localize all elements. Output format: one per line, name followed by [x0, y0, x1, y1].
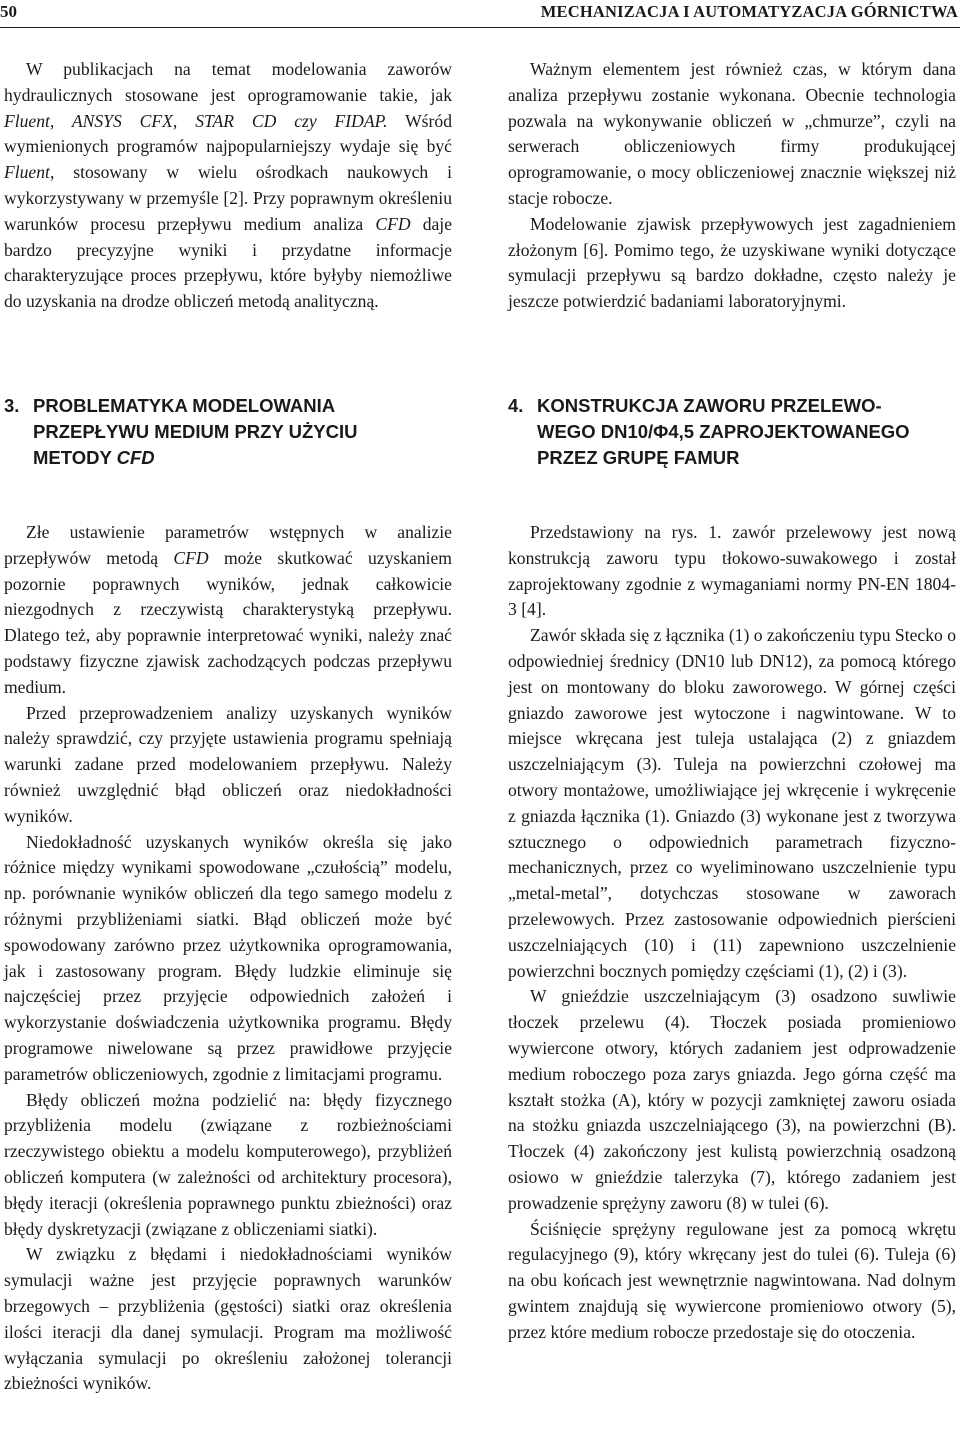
paragraph: W gnieździe uszczelniającym (3) osadzono suwliwie tłoczek przelewu (4). Tłoczek posiada promieniowo wywiercone otwory, których zadaniem jest odprowadzenie medium roboczego poza zarys gniazda. Jego górna część ma kształt stożka (A), który w pozycji zamkniętej zaworu osiada na stożku gniazda uszczelniającego (3), na powierzchni (B). Tłoczek (4) zakończony jest kulistą powierzchnią osadzoną osiowo w gnieździe talerzyka (7), którego zadaniem jest prowadzenie sprężyny zaworu (8) w tulei (6). [508, 986, 956, 1213]
journal-title: MECHANIZACJA I AUTOMATYZACJA GÓRNICTWA [540, 2, 958, 21]
paragraph: Modelowanie zjawisk przepływowych jest zagadnieniem złożonym [6]. Pomimo tego, że uzyskiwane wyniki dotyczące symulacji przepływu są bardzo dokładne, często należy je jeszcze potwierdzić badaniami laboratoryjnymi. [508, 213, 956, 312]
section-number: 4. [508, 395, 524, 416]
paragraph: W publikacjach na temat modelowania zaworów hydraulicznych stosowane jest oprogramowanie takie, jak Fluent, ANSYS CFX, STAR CD czy FIDAP. Wśród wymienionych programów najpopularniejszy wydaje się być Fluent, stosowany w wielu ośrodkach naukowych i wykorzystywany w przemyśle [2]. Przy poprawnym określeniu warunków procesu przepływu medium analiza CFD daje bardzo precyzyjne wyniki i przydatne informacje charakteryzujące proces przepływu, które byłyby niemożliwe do uzyskania na drodze obliczeń metodą analityczną. [4, 59, 452, 312]
paragraph: Przed przeprowadzeniem analizy uzyskanych wyników należy sprawdzić, czy przyjęte ustawienia programu spełniają warunki zadane przed modelowaniem przepływu. Należy również uwzględnić błąd obliczeń oraz niedokładności wyników. [4, 702, 452, 826]
paragraph: Zawór składa się z łącznika (1) o zakończeniu typu Stecko o odpowiedniej średnicy (DN10 lub DN12), za pomocą którego jest on montowany do bloku zaworowego. W górnej części gniazdo zaworowe jest wytoczone i nagwintowane. W to miejsce wkręcana jest tuleja ustalająca (2) z gniazdem uszczelniającym (3). Tuleja na powierzchni czołowej ma otwory montażowe, umożliwiające jej wkręcenie i wykręcenie z gniazda łącznika (1). Gniazdo (3) wykonane jest z tworzywa sztucznego o odpowiednich parametrach fizyczno-mechanicznych, przez co wyeliminowano uszczelnienie typu „metal-metal”, dotychczas stosowane w zaworach przelewowych. Przez zastosowanie odpowiednich pierścieni uszczelniających (10) i (11) zapewniono uszczelnienie powierzchni bocznych pomiędzy częściami (1), (2) i (3). [508, 625, 956, 981]
section-title-line: KONSTRUKCJA ZAWORU PRZELEWO- [537, 395, 882, 416]
top-left-column [4, 57, 452, 315]
page-header [0, 0, 960, 28]
paragraph: Ściśnięcie sprężyny regulowane jest za pomocą wkrętu regulacyjnego (9), który wkręcany jest do tulei (6). Tuleja (6) na obu końcach jest wewnętrznie nagwintowana. Nad dolnym gwintem znajdują się wywiercone promieniowo otwory (5), przez które medium robocze przedostaje się do otoczenia. [508, 1218, 956, 1342]
paragraph: Złe ustawienie parametrów wstępnych w analizie przepływów metodą CFD może skutkować uzyskaniem pozornie poprawnych wyników, jednak całkowicie niezgodnych z rzeczywistą charakterystyką przepływu. Dlatego też, aby poprawnie interpretować wyniki, należy znać podstawy fizyczne zjawisk zachodzących podczas przepływu medium. [4, 522, 452, 697]
paragraph: Przedstawiony na rys. 1. zawór przelewowy jest nową konstrukcją zaworu typu tłokowo-suwakowego i został zaprojektowany zgodnie z wymaganiami normy PN-EN 1804-3 [4]. [508, 522, 956, 620]
paragraph: Ważnym elementem jest również czas, w którym dana analiza przepływu zostanie wykonana. Obecnie technologia pozwala na wykonywanie obliczeń w „chmurze”, czyli na serwerach obliczeniowych firmy produkującej oprogramowanie, o mocy obliczeniowej znacznie większej niż stacje robocze. [508, 59, 956, 208]
section-title-line: PROBLEMATYKA MODELOWANIA [33, 395, 336, 416]
section-3-heading [4, 393, 452, 471]
bottom-right-column [508, 520, 956, 1346]
paragraph: Błędy obliczeń można podzielić na: błędy fizycznego przybliżenia modelu (związane z rozbieżnościami rzeczywistego obiektu a modelu komputerowego), przybliżeń obliczeń komputera (w zależności od architektury procesora), błędy iteracji (określenia poprawnego punktu zbieżności) oraz błędy dyskretyzacji (związane z obliczeniami siatki). [4, 1089, 452, 1239]
section-title-line: METODY CFD [33, 447, 155, 468]
section-title-line: WEGO DN10/Φ4,5 ZAPROJEKTOWANEGO [537, 421, 910, 442]
section-title-line: PRZEZ GRUPĘ FAMUR [537, 447, 740, 468]
page-number: 50 [0, 2, 17, 21]
bottom-left-column [4, 520, 452, 1397]
section-title-line: PRZEPŁYWU MEDIUM PRZY UŻYCIU [33, 421, 358, 442]
paragraph: W związku z błędami i niedokładnościami wyników symulacji ważne jest przyjęcie poprawnych warunków brzegowych – przybliżenia (gęstości) siatki oraz określenia ilości iteracji dla danej symulacji. Program ma możliwość wyłączania symulacji po określeniu założonej tolerancji zbieżności wyników. [4, 1244, 452, 1394]
paragraph: Niedokładność uzyskanych wyników określa się jako różnice między wynikami spowodowane „czułością” modelu, np. porównanie wyników obliczeń dla tego samego modelu z różnymi przybliżeniami siatki. Błąd obliczeń może być spowodowany zarówno przez użytkownika oprogramowania, jak i zastosowany program. Błędy ludzkie eliminuje się najczęściej przez przyjęcie odpowiednich założeń i wykorzystanie doświadczenia użytkownika programu. Błędy programowe niwelowane są przez prawidłowe przyjęcie parametrów obliczeniowych, zgodnie z limitacjami programu. [4, 831, 452, 1084]
section-number: 3. [4, 395, 20, 416]
top-right-column [508, 57, 956, 315]
section-4-heading [508, 393, 956, 471]
